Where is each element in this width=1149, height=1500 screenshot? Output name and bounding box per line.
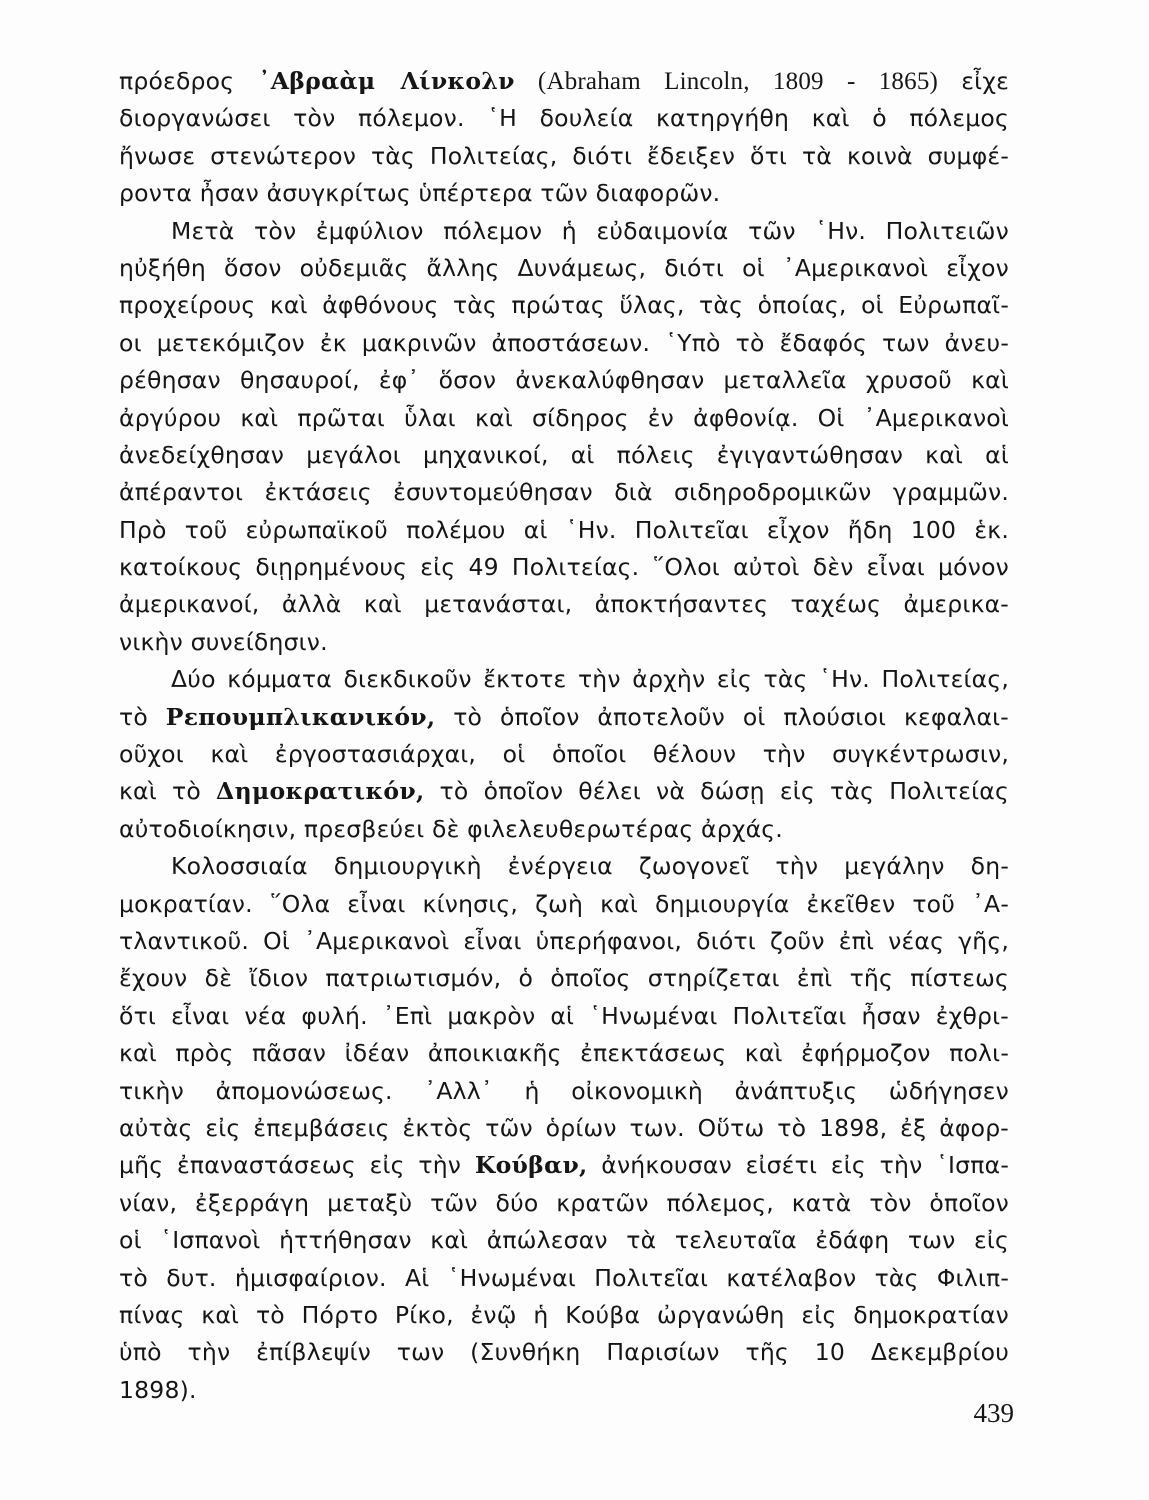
text-run: αὐτοδιοίκησιν, πρεσβεύει δὲ φιλελευθερωτέρας ἀρχάς. [119,814,783,843]
text-line [119,287,1009,324]
text-line [119,661,1009,698]
page-number: 439 [973,1398,1014,1428]
text-run: ἤνωσε στενώτερον τὰς Πολιτείας, διότι ἔδειξεν ὅτι τὰ κοινὰ συμφέ- [119,141,1009,170]
text-run: ἀνήκουσαν εἰσέτι εἰς τὴν ῾Ισπα- [587,1151,1009,1180]
text-run: οῦχοι καὶ ἐργοστασιάρχαι, οἱ ὁποῖοι θέλουν τὴν συγκέντρωσιν, [119,740,1009,769]
text-line [119,512,1009,549]
text-run: προχείρους καὶ ἀφθόνους τὰς πρώτας ὕλας, τὰς ὁποίας, οἱ Εὐρωπαῖ- [119,291,1009,320]
text-run: Δύο κόμματα διεκδικοῦν ἔκτοτε τὴν ἀρχὴν εἰς τὰς ῾Ην. Πολιτείας, [171,665,1009,694]
text-line [119,213,1009,250]
text-run: ὑπὸ τὴν ἐπίβλεψίν των (Συνθήκη Παρισίων τῆς 10 Δεκεμβρίου [119,1338,1009,1367]
latin-text: (Abraham Lincoln, 1809 - 1865) [514,68,962,95]
text-run: νίαν, ἐξερράγη μεταξὺ τῶν δύο κρατῶν πόλεμος, κατὰ τὸν ὁποῖον [119,1188,1009,1217]
text-line [119,1185,1009,1222]
text-line [119,811,1009,848]
text-line [119,886,1009,923]
text-line [119,1372,1009,1409]
text-line [119,63,1009,100]
text-run: καὶ τὸ [119,777,217,806]
text-run: ἔχουν δὲ ἴδιον πατριωτισμόν, ὁ ὁποῖος στηρίζεται ἐπὶ τῆς πίστεως [119,964,1009,993]
text-run: καὶ πρὸς πᾶσαν ἰδέαν ἀποικιακῆς ἐπεκτάσεως καὶ ἐφήρμοζον πολι- [119,1039,1009,1068]
text-run: ἀμερικανοί, ἀλλὰ καὶ μετανάσται, ἀποκτήσαντες ταχέως ἀμερικα- [119,590,1009,619]
text-line [119,1334,1009,1371]
text-run: τλαντικοῦ. Οἱ ᾿Αμερικανοὶ εἶναι ὑπερήφανοι, διότι ζοῦν ἐπὶ νέας γῆς, [119,926,1009,955]
text-line [119,1297,1009,1334]
text-line [119,736,1009,773]
text-line [119,848,1009,885]
text-run: οι μετεκόμιζον ἐκ μακρινῶν ἀποστάσεων. ῾Υπὸ τὸ ἔδαφός των ἀνευ- [119,328,1009,357]
text-line [119,960,1009,997]
text-run: διοργανώσει τὸν πόλεμον. ῾Η δουλεία κατηργήθη καὶ ὁ πόλεμος [119,104,1009,133]
text-line [119,1035,1009,1072]
text-run: ἀπέραντοι ἐκτάσεις ἐσυντομεύθησαν διὰ σιδηροδρομικῶν γραμμῶν. [119,478,1009,507]
text-line [119,1073,1009,1110]
text-run: τὸ ὁποῖον θέλει νὰ δώσῃ εἰς τὰς Πολιτείας [424,777,1009,806]
text-line [119,998,1009,1035]
text-run: Κολοσσιαία δημιουργικὴ ἐνέργεια ζωογονεῖ τὴν μεγάλην δη- [171,852,1009,881]
text-line [119,1260,1009,1297]
text-run: πρόεδρος [119,67,259,95]
text-line [119,400,1009,437]
text-line [119,100,1009,137]
text-line [119,138,1009,175]
text-line [119,1147,1009,1184]
paragraph [119,661,1009,848]
text-run: πίνας καὶ τὸ Πόρτο Ρίκο, ἐνῷ ἡ Κούβα ὠργανώθη εἰς δημοκρατίαν [119,1300,1009,1329]
text-run: 1898). [119,1375,197,1404]
paragraph [119,213,1009,662]
bold-term: ᾿Αβραὰμ Λίνκολν [258,67,515,95]
text-line [119,250,1009,287]
text-run: κατοίκους διῃρημένους εἰς 49 Πολιτείας. ῞Ολοι αὐτοὶ δὲν εἶναι μόνον [119,553,1009,582]
text-line [119,175,1009,212]
text-run: ρέθησαν θησαυροί, ἐφ᾿ ὅσον ἀνεκαλύφθησαν μεταλλεῖα χρυσοῦ καὶ [119,366,1009,395]
text-line [119,549,1009,586]
text-line [119,1222,1009,1259]
text-run: ροντα ἦσαν ἀσυγκρίτως ὑπέρτερα τῶν διαφορῶν. [119,179,721,208]
text-run: νικὴν συνείδησιν. [119,627,328,656]
text-run: εἶχε [961,67,1010,95]
text-line [119,1110,1009,1147]
text-run: τὸ δυτ. ἡμισφαίριον. Αἱ ῾Ηνωμέναι Πολιτεῖαι κατέλαβον τὰς Φιλιπ- [119,1263,1009,1292]
text-line [119,437,1009,474]
text-run: ὅτι εἶναι νέα φυλή. ᾿Επὶ μακρὸν αἱ ῾Ηνωμέναι Πολιτεῖαι ἦσαν ἐχθρι- [119,1001,1009,1030]
text-run: Πρὸ τοῦ εὐρωπαϊκοῦ πολέμου αἱ ῾Ην. Πολιτεῖαι εἶχον ἤδη 100 ἑκ. [119,515,1009,544]
text-run: τὸ [119,702,166,731]
paragraph [119,848,1009,1409]
text-run: τικὴν ἀπομονώσεως. ᾿Αλλ᾿ ἡ οἰκονομικὴ ἀνάπτυξις ὡδήγησεν [119,1076,1009,1105]
text-line [119,624,1009,661]
text-line [119,474,1009,511]
text-line [119,773,1009,810]
text-run: ἀργύρου καὶ πρῶται ὗλαι καὶ σίδηρος ἐν ἀφθονίᾳ. Οἱ ᾿Αμερικανοὶ [119,403,1009,432]
text-run: ηὐξήθη ὅσον οὐδεμιᾶς ἄλλης Δυνάμεως, διότι οἱ ᾿Αμερικανοὶ εἶχον [119,253,1009,282]
text-run: οἱ ῾Ισπανοὶ ἡττήθησαν καὶ ἀπώλεσαν τὰ τελευταῖα ἐδάφη των εἰς [119,1226,1009,1255]
body-text [119,63,1009,1409]
text-run: Μετὰ τὸν ἐμφύλιον πόλεμον ἡ εὐδαιμονία τῶν ῾Ην. Πολιτειῶν [171,216,1009,245]
text-line [119,923,1009,960]
text-line [119,586,1009,623]
text-run: τὸ ὁποῖον ἀποτελοῦν οἱ πλούσιοι κεφαλαι- [435,702,1009,731]
bold-term: Δημοκρατικόν, [216,777,425,806]
text-run: ἀνεδείχθησαν μεγάλοι μηχανικοί, αἱ πόλεις ἐγιγαντώθησαν καὶ αἱ [119,440,1009,469]
text-run: μῆς ἐπαναστάσεως εἰς τὴν [119,1151,475,1180]
text-run: μοκρατίαν. ῞Ολα εἶναι κίνησις, ζωὴ καὶ δημιουργία ἐκεῖθεν τοῦ ᾿Α- [119,889,1009,918]
paragraph [119,63,1009,213]
text-run: αὐτὰς εἰς ἐπεμβάσεις ἐκτὸς τῶν ὁρίων των. Οὕτω τὸ 1898, ἐξ ἀφορ- [119,1113,1009,1142]
text-line [119,362,1009,399]
bold-term: Ρεπουμπλικανικόν, [165,702,436,731]
text-line [119,699,1009,736]
text-line [119,325,1009,362]
bold-term: Κούβαν, [474,1151,588,1180]
